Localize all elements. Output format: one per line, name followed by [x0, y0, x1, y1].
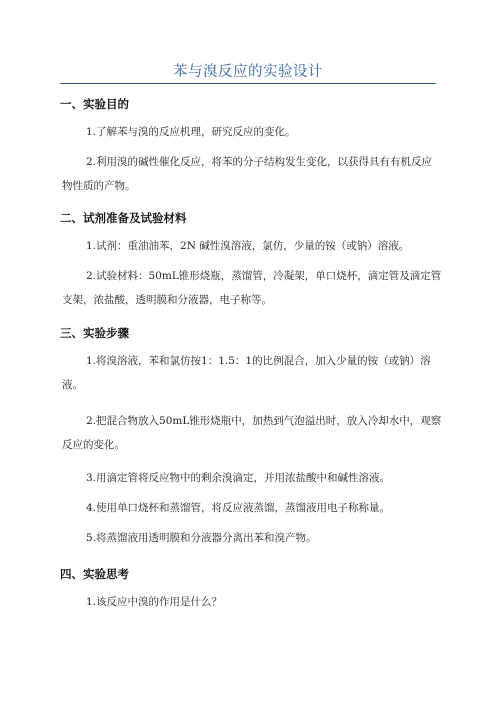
- document-title: 苯与溴反应的实验设计: [173, 64, 323, 80]
- paragraph-purpose-2: 2.利用溴的碱性催化反应，将苯的分子结构发生变化，以获得具有有机反应物性质的产物。: [62, 156, 433, 192]
- paragraph-step-3: 3.用滴定管将反应物中的剩余溴滴定，并用浓盐酸中和碱性溶液。: [86, 472, 391, 484]
- section-heading-steps: 三、实验步骤: [60, 326, 129, 340]
- paragraph-reflection-1: 1.该反应中溴的作用是什么？: [86, 596, 223, 608]
- paragraph-step-5: 5.将蒸馏液用透明膜和分液器分离出苯和溴产物。: [86, 532, 317, 544]
- section-heading-reflection: 四、实验思考: [60, 567, 129, 581]
- paragraph-materials-2: 2.试验材料：50mL锥形烧瓶，蒸馏管，冷凝架，单口烧杯，滴定管及滴定管支架，浓盐酸，透明膜和分液器，电子称等。: [62, 270, 442, 306]
- paragraph-materials-1: 1.试剂：重油油苯，2N 碱性溴溶液，氯仿，少量的铵（或钠）溶液。: [86, 240, 410, 252]
- paragraph-step-1: 1.将溴溶液，苯和氯仿按1：1.5：1的比例混合，加入少量的铵（或钠）溶液。: [62, 355, 431, 391]
- section-heading-materials: 二、试剂准备及试验材料: [60, 211, 187, 225]
- paragraph-purpose-1: 1.了解苯与溴的反应机理，研究反应的变化。: [86, 126, 296, 138]
- paragraph-step-2: 2.把混合物放入50mL锥形烧瓶中，加热到气泡溢出时，放入冷却水中，观察反应的变化。: [62, 415, 442, 451]
- section-heading-purpose: 一、实验目的: [60, 97, 129, 111]
- paragraph-step-4: 4.使用单口烧杯和蒸馏管，将反应液蒸馏，蒸馏液用电子称称量。: [86, 502, 391, 514]
- title-underline: [60, 83, 436, 84]
